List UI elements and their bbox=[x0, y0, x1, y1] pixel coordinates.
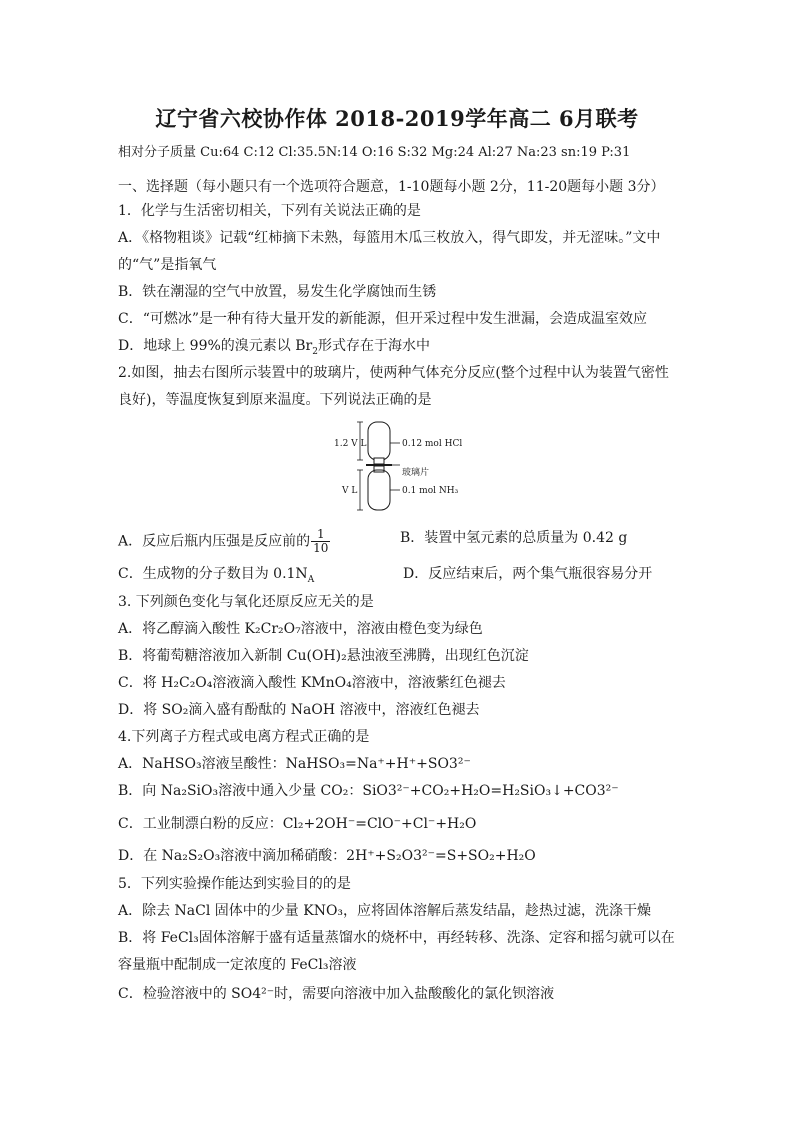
q1-option-d: D．地球上 99%的溴元素以 $Br_2$形式存在于海水中 bbox=[118, 338, 430, 357]
q3-option-c: C．将 H₂C₂O₄溶液滴入酸性 KMnO₄溶液中，溶液紫红色褪去 bbox=[118, 675, 506, 691]
glass-plate-label: 玻璃片 bbox=[402, 468, 430, 478]
q2-option-d: D．反应结束后，两个集气瓶很容易分开 bbox=[403, 566, 653, 582]
q2-stem-line1: 2.如图，抽去右图所示装置中的玻璃片，使两种气体充分反应(整个过程中认为装置气密性 bbox=[118, 365, 669, 381]
q4-stem: 4.下列离子方程式或电离方程式正确的是 bbox=[118, 729, 370, 745]
q3-option-d: D．将 SO₂滴入盛有酚酞的 NaOH 溶液中，溶液红色褪去 bbox=[118, 702, 480, 718]
q1-option-c: C．“可燃冰”是一种有待大量开发的新能源，但开采过程中发生泄漏，会造成温室效应 bbox=[118, 311, 648, 327]
q1-stem: 1．化学与生活密切相关，下列有关说法正确的是 bbox=[118, 203, 421, 219]
q1-option-a-line2: 的“气”是指氧气 bbox=[118, 257, 217, 273]
q5-stem: 5．下列实验操作能达到实验目的的是 bbox=[118, 876, 351, 892]
q3-option-b: B．将葡萄糖溶液加入新制 Cu(OH)₂悬浊液至沸腾，出现红色沉淀 bbox=[118, 648, 529, 664]
q4-option-b: B．向 Na₂SiO₃溶液中通入少量 CO₂：SiO3²⁻+CO₂+H₂O=H₂SiO₃↓+CO3²⁻ bbox=[118, 783, 619, 799]
bottom-neck bbox=[374, 466, 384, 472]
top-volume-label: 1.2 V L bbox=[334, 439, 367, 449]
q4-option-a: A．NaHSO₃溶液呈酸性：NaHSO₃=Na⁺+H⁺+SO3²⁻ bbox=[118, 756, 471, 772]
bottom-gas-label: 0.1 mol NH₃ bbox=[402, 486, 459, 496]
bottom-bottle bbox=[368, 470, 390, 510]
top-bottle bbox=[368, 422, 390, 460]
section-heading: 一、选择题（每小题只有一个选项符合题意，1-10题每小题 2分，11-20题每小题 3分） bbox=[118, 179, 665, 195]
q2-option-b: B．装置中氢元素的总质量为 0.42 g bbox=[400, 530, 628, 546]
q1-option-a-line1: A．《格物粗谈》记载“红柿摘下未熟，每篮用木瓜三枚放入，得气即发，并无涩味。”文中 bbox=[118, 230, 661, 246]
q3-stem: 3. 下列颜色变化与氧化还原反应无关的是 bbox=[118, 594, 374, 610]
q5-option-b-line1: B．将 FeCl₃固体溶解于盛有适量蒸馏水的烧杯中，再经转移、洗涤、定容和摇匀就可以在 bbox=[118, 930, 675, 946]
q5-option-a: A．除去 NaCl 固体中的少量 KNO₃，应将固体溶解后蒸发结晶，趁热过滤，洗涤干燥 bbox=[118, 903, 652, 919]
q4-option-c: C．工业制漂白粉的反应：Cl₂+2OH⁻=ClO⁻+Cl⁻+H₂O bbox=[118, 816, 477, 832]
gas-bottle-svg bbox=[330, 418, 510, 518]
top-gas-label: 0.12 mol HCl bbox=[402, 439, 463, 449]
q4-option-d: D．在 Na₂S₂O₃溶液中滴加稀硝酸：2H⁺+S₂O3²⁻=S+SO₂+H₂O bbox=[118, 848, 536, 864]
top-neck bbox=[374, 458, 384, 464]
gas-bottle-diagram bbox=[330, 418, 510, 518]
q1-option-b: B．铁在潮湿的空气中放置，易发生化学腐蚀而生锈 bbox=[118, 284, 437, 300]
relative-masses: 相对分子质量 Cu:64 C:12 Cl:35.5N:14 O:16 S:32 Mg:24 Al:27 Na:23 sn:19 P:31 bbox=[118, 145, 631, 160]
fraction: $\frac{1}{10}$ bbox=[313, 527, 329, 555]
q2-option-a: A．反应后瓶内压强是反应前的 $\frac{1}{10}$ bbox=[118, 527, 329, 555]
q5-option-c: C．检验溶液中的 SO4²⁻时，需要向溶液中加入盐酸酸化的氯化钡溶液 bbox=[118, 986, 555, 1002]
q3-option-a: A．将乙醇滴入酸性 K₂Cr₂O₇溶液中，溶液由橙色变为绿色 bbox=[118, 621, 483, 637]
bottom-volume-label: V L bbox=[342, 486, 358, 496]
q5-option-b-line2: 容量瓶中配制成一定浓度的 FeCl₃溶液 bbox=[118, 957, 357, 973]
page-title: 辽宁省六校协作体 2018-2019学年高二 6月联考 bbox=[155, 106, 639, 131]
q2-option-c: C．生成物的分子数目为 $0.1N_A$ bbox=[118, 566, 315, 585]
q2-stem-line2: 良好)，等温度恢复到原来温度。下列说法正确的是 bbox=[118, 392, 432, 408]
